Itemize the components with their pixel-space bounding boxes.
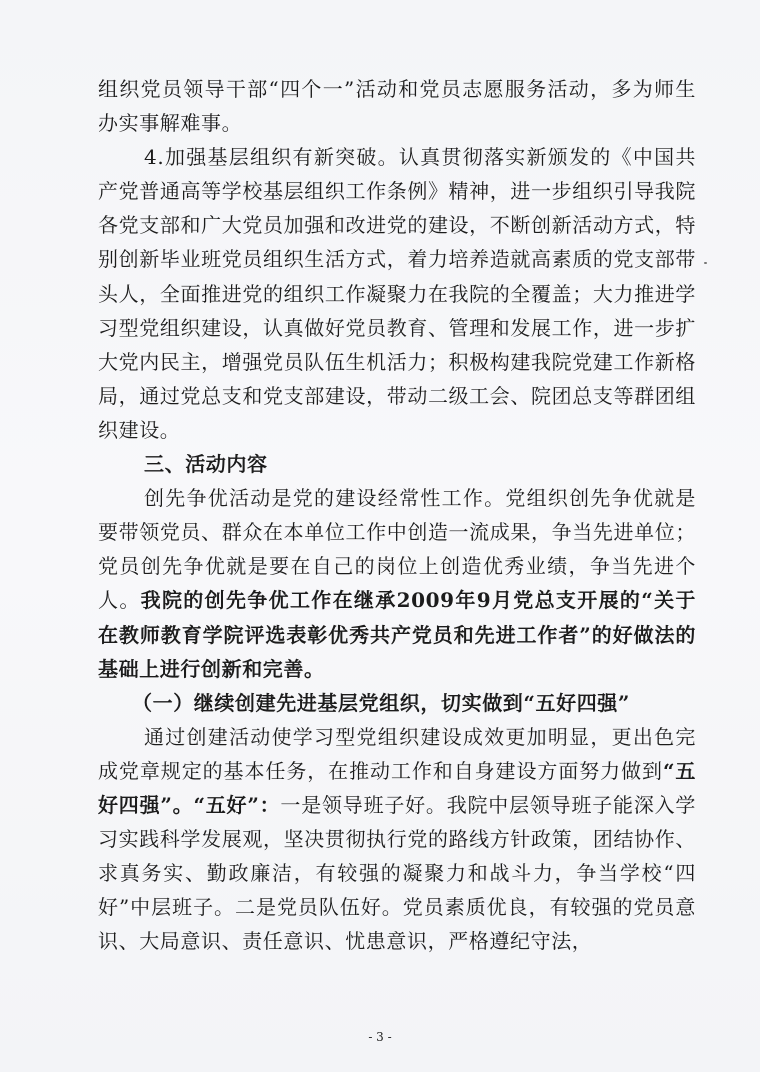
section-paragraph: [98, 481, 696, 686]
five-good-label: “五好四强”。“五好”：: [98, 758, 696, 817]
section-paragraph-bold-text: 我院的创先争优工作在继承2009年9月党总支开展的“关于在教师教育学院评选表彰优秀共产党员和先进工作者”的好做法的基础上进行创新和完善。: [98, 588, 696, 681]
page-number: - 3 -: [368, 1030, 392, 1044]
paragraph-continued: 组织党员领导干部“四个一”活动和党员志愿服务活动，多为师生办实事解难事。: [98, 77, 696, 136]
subsection-heading: （一）继续创建先进基层党组织，切实做到“五好四强”: [132, 690, 631, 715]
subsection-paragraph-intro: 通过创建活动使学习型党组织建设成效更加明显，更出色完成党章规定的基本任务，在推动工作和自身建设方面努力做到: [98, 724, 696, 783]
scan-speck: [704, 262, 707, 264]
section-paragraph-text: 创先争优活动是党的建设经常性工作。党组织创先争优就是要带领党员、群众在本单位工作中创造一流成果，争当先进单位；党员创先争优就是要在自己的岗位上创造优秀业绩，争当先进个人。: [98, 486, 696, 613]
paragraph-item-4: 4.加强基层组织有新突破。认真贯彻落实新颁发的《中国共产党普通高等学校基层组织工作条例》精神，进一步组织引导我院各党支部和广大党员加强和改进党的建设，不断创新活动方式，特别创新毕业班党员组织生活方式，着力培养造就高素质的党支部带头人，全面推进党的组织工作凝聚力在我院的全覆盖；大力推进学习型党组织建设，认真做好党员教育、管理和发展工作，进一步扩大党内民主，增强党员队伍生机活力；积极构建我院党建工作新格局，通过党总支和党支部建设，带动二级工会、院团总支等群团组织建设。: [98, 145, 696, 442]
section-heading: 三、活动内容: [144, 452, 268, 477]
subsection-paragraph-rest: 一是领导班子好。我院中层领导班子能深入学习实践科学发展观，坚决贯彻执行党的路线方针政策，团结协作、求真务实、勤政廉洁，有较强的凝聚力和战斗力，争当学校“四好”中层班子。二是党员队伍好。党员素质优良，有较强的党员意识、大局意识、责任意识、忧患意识，严格遵纪守法，: [98, 792, 696, 954]
subsection-paragraph: [98, 720, 696, 959]
document-body: [98, 72, 696, 958]
